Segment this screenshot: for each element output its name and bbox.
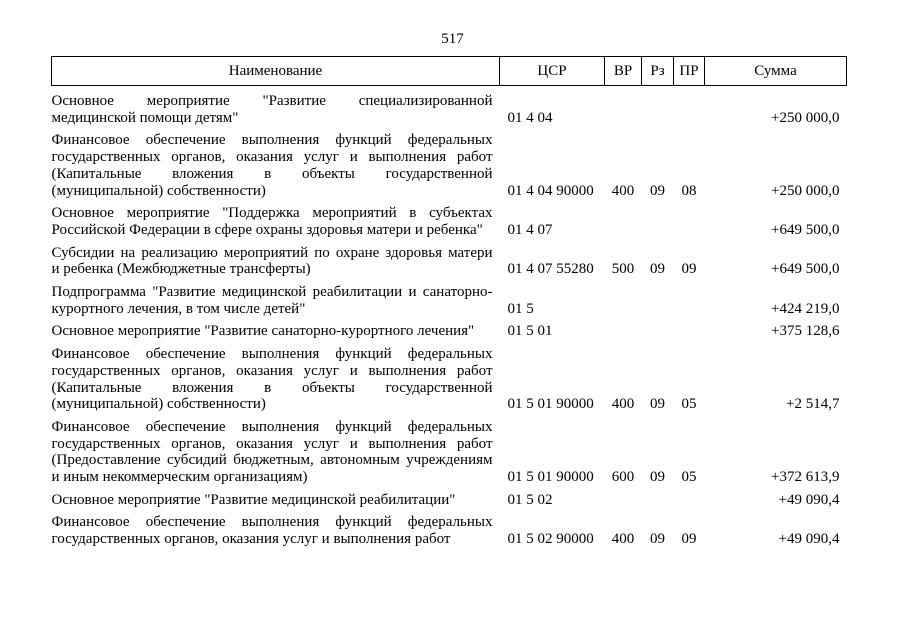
row-csr-cell: 01 5	[507, 300, 534, 317]
row-pr-cell: 05	[681, 469, 697, 486]
row-name-line: Подпрограмма "Развитие медицинской реабилитации и санаторно-	[51, 284, 493, 301]
table-row	[52, 508, 847, 547]
row-csr-cell: 01 4 04 90000	[507, 182, 594, 199]
row-name-line: Основное мероприятие "Развитие специализированной	[51, 93, 493, 109]
row-vr-cell: 500	[611, 261, 635, 278]
row-pr-cell	[674, 486, 705, 509]
row-vr-cell: 600	[611, 469, 635, 486]
row-rz-cell: 09	[650, 469, 665, 486]
row-sum-cell: +649 500,0	[771, 261, 840, 278]
header-csr: ЦСР	[500, 57, 605, 86]
row-pr-cell	[674, 317, 705, 340]
row-name-cell	[52, 317, 500, 340]
row-vr-cell: 400	[611, 182, 635, 199]
row-name-line: государственных органов, оказания услуг и выполнения работ	[51, 149, 493, 166]
row-pr-cell: 09	[681, 261, 697, 278]
table-row	[52, 413, 847, 486]
row-vr-cell	[605, 486, 642, 509]
row-name-line: курортного лечения, в том числе детей"	[51, 300, 306, 317]
header-vr: ВР	[605, 57, 642, 86]
row-sum-cell: +250 000,0	[771, 182, 840, 199]
table-row	[52, 278, 847, 317]
row-pr-cell	[674, 278, 705, 317]
row-pr-cell: 09	[681, 531, 697, 548]
row-rz-cell	[642, 278, 674, 317]
header-pr: ПР	[674, 57, 705, 86]
row-vr-cell	[605, 278, 642, 317]
table-row	[52, 239, 847, 278]
row-name-line: медицинской помощи детям"	[51, 109, 239, 126]
row-name-line: Основное мероприятие "Развитие медицинской реабилитации"	[51, 491, 456, 508]
row-name-line: Субсидии на реализацию мероприятий по охране здоровья матери	[51, 244, 493, 261]
row-sum-cell: +375 128,6	[771, 323, 840, 340]
row-sum-cell: +49 090,4	[778, 491, 840, 508]
row-vr-cell	[605, 317, 642, 340]
page-number: 517	[441, 31, 464, 47]
row-vr-cell	[605, 86, 642, 127]
row-name-cell	[52, 486, 500, 509]
header-rz: Рз	[642, 57, 674, 86]
row-pr-cell	[674, 199, 705, 238]
row-csr-cell: 01 4 07 55280	[507, 261, 594, 278]
table-row	[52, 199, 847, 238]
row-name-cell	[52, 239, 500, 278]
row-rz-cell	[642, 317, 674, 340]
row-name-line: Российской Федерации в сфере охраны здоровья матери и ребенка"	[51, 221, 483, 238]
row-rz-cell: 09	[650, 261, 665, 278]
row-vr-cell: 400	[611, 531, 635, 548]
row-vr-cell: 400	[611, 396, 635, 413]
row-name-line: (Капитальные вложения в объекты государственной	[51, 379, 493, 396]
row-sum-cell: +649 500,0	[771, 221, 840, 238]
row-csr-cell: 01 4 07	[507, 221, 553, 238]
row-name-cell	[52, 278, 500, 317]
row-sum-cell: +2 514,7	[786, 396, 840, 413]
row-pr-cell: 05	[681, 396, 697, 413]
row-csr-cell: 01 5 01 90000	[507, 469, 594, 486]
row-rz-cell	[642, 86, 674, 127]
table-row	[52, 86, 847, 127]
row-name-line: Основное мероприятие "Поддержка мероприятий в субъектах	[51, 205, 493, 222]
row-name-line: Финансовое обеспечение выполнения функций федеральных	[51, 514, 493, 531]
row-name-line: (муниципальной) собственности)	[51, 396, 266, 413]
row-name-cell	[52, 340, 500, 413]
row-name-line: Основное мероприятие "Развитие санаторно-курортного лечения"	[51, 323, 475, 340]
row-name-line: (Капитальные вложения в объекты государственной	[51, 165, 493, 182]
row-csr-cell: 01 5 02 90000	[507, 531, 594, 548]
row-pr-cell	[674, 86, 705, 127]
row-name-line: Финансовое обеспечение выполнения функций федеральных	[51, 418, 493, 435]
row-vr-cell	[605, 199, 642, 238]
row-sum-cell: +372 613,9	[771, 469, 840, 486]
table-row	[52, 340, 847, 413]
table-header-row	[52, 57, 847, 86]
row-name-cell	[52, 199, 500, 238]
budget-table	[51, 56, 847, 548]
row-name-line: (Предоставление субсидий бюджетным, автономным учреждениям	[51, 452, 493, 469]
row-name-cell	[52, 413, 500, 486]
row-sum-cell: +424 219,0	[771, 300, 840, 317]
row-name-line: Финансовое обеспечение выполнения функций федеральных	[51, 132, 493, 149]
row-rz-cell	[642, 486, 674, 509]
row-rz-cell: 09	[650, 531, 665, 548]
row-sum-cell: +250 000,0	[771, 109, 840, 126]
row-name-line: государственных органов, оказания услуг и выполнения работ	[51, 362, 493, 379]
table-body	[52, 86, 847, 548]
row-name-line: (муниципальной) собственности)	[51, 182, 266, 199]
row-name-cell	[52, 86, 500, 127]
row-name-line: Финансовое обеспечение выполнения функций федеральных	[51, 346, 493, 363]
header-name: Наименование	[52, 57, 500, 86]
row-name-cell	[52, 508, 500, 547]
row-rz-cell: 09	[650, 182, 665, 199]
row-csr-cell: 01 5 01 90000	[507, 396, 594, 413]
row-name-line: государственных органов, оказания услуг и выполнения работ	[51, 435, 493, 452]
row-csr-cell: 01 4 04	[507, 109, 553, 126]
header-sum: Сумма	[705, 57, 847, 86]
table-row	[52, 126, 847, 199]
row-name-line: и ребенка (Межбюджетные трансферты)	[51, 261, 311, 278]
table-row	[52, 486, 847, 509]
row-sum-cell: +49 090,4	[778, 531, 840, 548]
row-rz-cell	[642, 199, 674, 238]
row-rz-cell: 09	[650, 396, 665, 413]
row-name-cell	[52, 126, 500, 199]
row-name-line: государственных органов, оказания услуг и выполнения работ	[51, 531, 451, 548]
row-name-line: и иным некоммерческим организациям)	[51, 469, 308, 486]
table-row	[52, 317, 847, 340]
row-csr-cell: 01 5 02	[507, 491, 553, 508]
row-csr-cell: 01 5 01	[507, 323, 553, 340]
row-pr-cell: 08	[681, 182, 697, 199]
